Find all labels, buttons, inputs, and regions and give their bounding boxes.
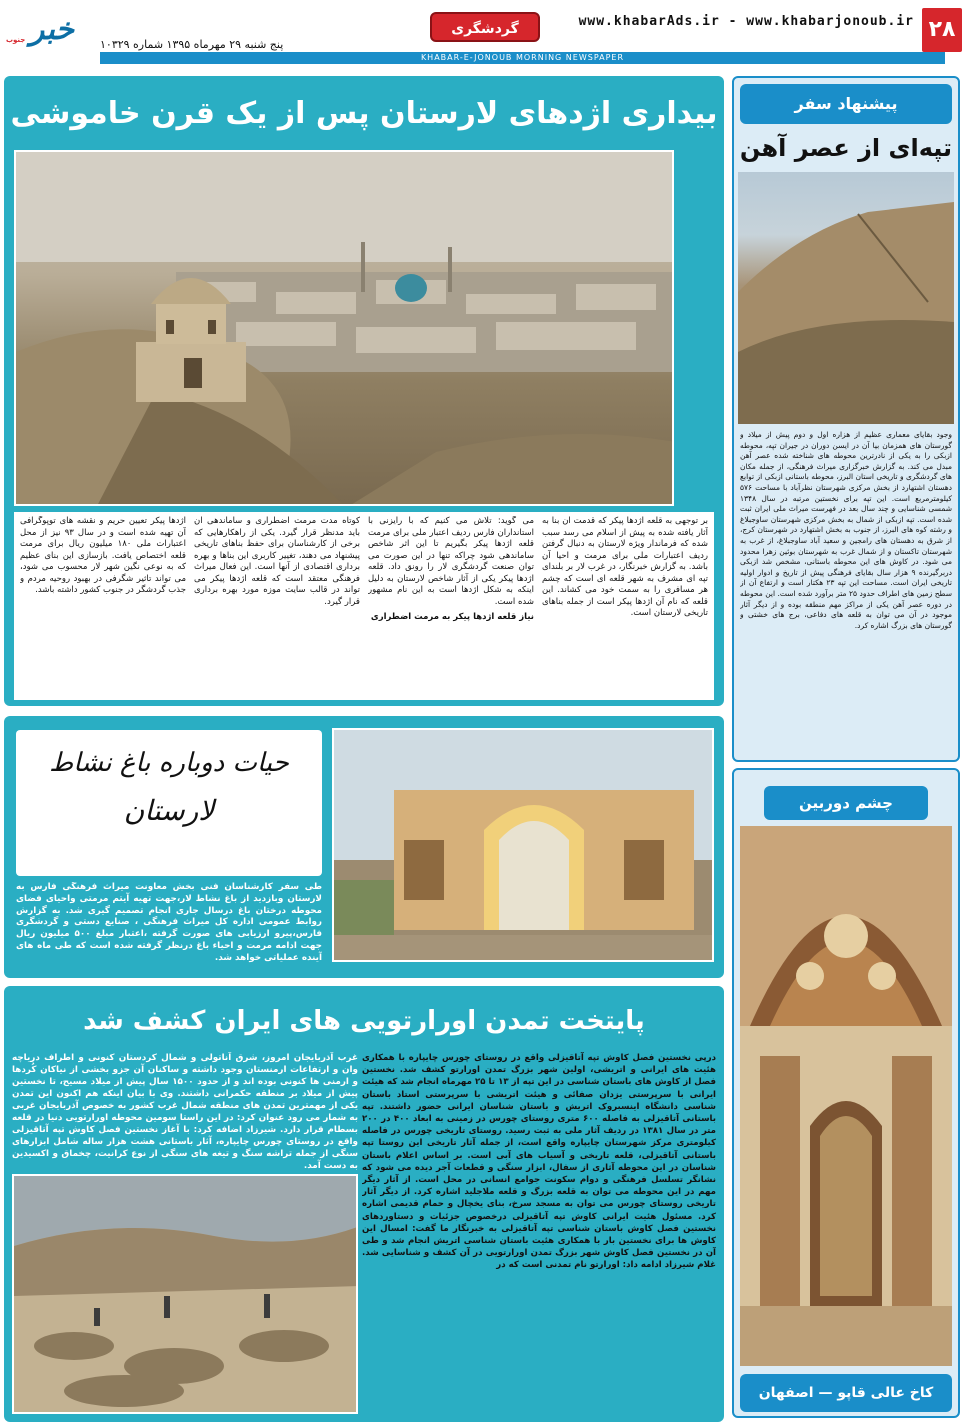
suggestion-body: وجود بقایای معماری عظیم از هزاره اول و دوم پیش از میلاد و گورستان های همزمان بیا آن در ایسن دوران در جیران تپه، محوطه ازبکی را به یکی از نادرترین محوطه های شناخته شده عصر آهن مبدل می کند. به گزارش خبرگزاری میراث فرهنگی، از جمله مکان های گردشگری و تاریخی استان البرز، محوطه باستانی ازبکی از توابع دهستان اشتهارد از بخش مرکزی شهرستان نظرآباد با مساحت ۵۷۶ کیلومترمربع است. این تپه برای نخستین مرتبه در سال ۱۳۴۸ شمسی شناسایی و چند سال بعد در فهرست میراث ملی ایران ثبت شده است. تپه ازبکی از شمال به بخش مرکزی شهرستان ساوجبلاغ و رشته کوه های البرز، از جنوب به بخش اشتهارد در شهرستان کرج، از شرق به دهستان های رامجین و سعید آباد ساوجبلاغ، از غرب به شهرستان تاکستان و از شمال غرب به شهرستان بوئین زهرا محدود می شود. در کاوش های این محوطه باستانی، مشخص شد ازبکی دربرگیرنده ۹ هزار سال بقایای فرهنگی پیش از تاریخ و ادوار اولیه تاریخی ایران است. مساحت این تپه ۲۳ هکتار است و ارتفاع آن از سطح زمین های اطراف حدود ۲۵ متر برآورد شده است. این محوطه در دوره عصر آهن یکی از مراکز مهم منطقه بوده و از دیگر آثار موجود در آن می توان به قلعه های دفاعی، برج های خشتی و گورستان های بزرگ اشاره کرد.: [740, 430, 952, 630]
page-header: [0, 0, 970, 62]
suggestion-banner: پیشنهاد سفر: [740, 84, 952, 124]
ali-qapu-photo: [740, 826, 952, 1366]
bagh-title-line2: لارستان: [123, 794, 215, 827]
excavation-illustration: [14, 1176, 358, 1414]
masthead-subtitle: KHABAR-E-JONOUB MORNING NEWSPAPER: [100, 52, 945, 64]
bagh-title-box: [16, 730, 322, 876]
logo-text: خبر: [29, 12, 75, 47]
hill-illustration: [738, 172, 954, 424]
newspaper-logo: [6, 4, 98, 56]
article-column: بر توجهی به قلعه اژدها پیکر که قدمت آن بنا به آثار یافته شده به پیش از اسلام می رسد سبب شده که فرماندار ویژه لارستان به دنبال گرفتن ردیف اعتبارات ملی برای مرمت و احیا آن باشد. به گزارش خبرنگار، در غرب لار بر بلندای تپه ای مشرف به شهر قلعه ای است که چشم هر مسافری را به سمت خود می کشاند. این قلعه که نام آن اژدها پیکر است از جمله بناهای تاریخی لارستان است.: [542, 516, 708, 618]
urartu-right-text: درپی نخستین فصل کاوش تپه آتاقیزلی واقع در روستای چورس چایپاره با همکاری هئیت های ایرانی و اتریشی، اولین شهر بزرگ تمدن اورارتو کشف شد. نخستین فصل از کاوش های باستان شناسی در این تپه از ۱۳ تا ۲۵ مهرماه انجام شد که هیئت ایرانی با سرپرستی یزدان صفائی و هیئت اتریشی با سرپرستی استاد باستان شناسی دانشگاه اینسبروک اتریش و باستان شناسان ایرانی حضور داشتند. تپه باستانی آتاقیزلی به فاصله ۶۰۰ متری روستای چورس در زمینی به ابعاد ۴۰۰ در ۲۰۰ متر در سال ۱۳۸۱ در ردیف آثار ملی به ثبت رسید. روستای تاریخی چورس در فاصله کیلومتری مرکز شهرستان چایپاره واقع است، از جمله آثار تاریخی این روستا تپه باستانی آتاقیزلی، قلعه تاریخی و آسیاب های آبی است. بر اساس اعلام باستان شناسان در این محوطه آثاری از سفال، ابزار سنگی و قطعات آجر دیده می شود که نشانگر تسلسل فرهنگی و دوام سکونت جوامع انسانی در محل است. از آثار دیگر مهم در این محوطه می توان به قلعه بزرگ و قلعه ملاجلید اشاره کرد. از دیگر آثار تاریخی روستای چورس می توان به مسجد سرخ، بنای یخچال و حمام قدیمی اشاره کرد. مسئول هئیت ایرانی کاوش تپه آتاقیزلی درخصوص جزئیات و دستاوردهای نخستین فصل کاوش باستان شناسی تپه آتاقیزلی به خبرنگار ما گفت: امسال این کاوش ها برای نخستین بار با همکاری هئیت باستان شناسی اتریش انجام شد و طی آن در نخستین فصل کاوش شهر بزرگ تمدن اورارتویی در آن کشف و شناسایی شد. غلام شیرزاد ادامه داد: اورارتو نام تمدنی است که در: [362, 1053, 716, 1271]
garden-building-illustration: [334, 730, 714, 962]
castle-illustration: [16, 152, 674, 506]
suggestion-title: تپه‌ای از عصر آهن: [739, 134, 953, 162]
article-column: کوتاه مدت مرمت اضطراری و ساماندهی آن باید مدنظر قرار گیرد. یکی از راهکارهایی که برخی از کارشناسان برای حفظ بناهای تاریخی پیشنهاد می دهند، تغییر کاربری این بناها و بهره برداری اقتصادی از آنها است. این فعال میراث فرهنگی معتقد است که قلعه اژدها پیکر می تواند در قالب سایت موزه مورد بهره برداری قرار گیرد.: [194, 516, 360, 607]
binocular-panel: [732, 768, 960, 1418]
main-article-title: بیداری اژدهای لارستان پس از یک قرن خاموشی: [10, 96, 718, 131]
article-column: [368, 516, 534, 694]
column-heading: نیاز قلعه اژدها پیکر به مرمت اضطراری: [370, 612, 534, 622]
site-url[interactable]: www.khabarAds.ir - www.khabarjonoub.ir: [578, 14, 914, 29]
article-column-text: می گوید: تلاش می کنیم که با رایزنی با استانداران فارس ردیف اعتبار ملی برای مرمت قلعه اژدها پیکر بگیریم تا این اثر شاخص ساماندهی شود چراکه تنها در این صورت می توان صنعت گردشگری لار را رونق داد. قلعه اژدها پیکر یکی از آثار شاخص لارستان به دلیل اینکه به شکل اژدها است به این نام مشهور شده است.: [368, 516, 534, 607]
bagh-body: طی سفر کارشناسان فنی بخش معاونت میراث فرهنگی فارس به لارستان وبازدید از باغ نشاط لار،جهت تهیه آیتم مرمتی واحیای فضای محوطه درختان باغ درسال جاری انجام تصمیم گیری شد. به گزارش روابط عمومی اداره کل میراث فرهنگی ، صنایع دستی و گردشگری فارس،پیرو ارزیابی های صورت گرفته ،اعتبار مبلغ ۵۰۰ میلیون ریال جهت ادامه مرمت و احیاء باغ درنظر گرفته شده است که طی ماه های آینده عملیاتی خواهد شد.: [16, 882, 322, 963]
main-article-panel: [4, 76, 724, 706]
urartu-title: پایتخت تمدن اورارتویی های ایران کشف شد: [83, 1006, 645, 1036]
bagh-neshat-photo: [332, 728, 714, 962]
travel-suggestion-panel: [732, 76, 960, 762]
excavation-photo: [12, 1174, 358, 1414]
article-column: اژدها پیکر تعیین حریم و نقشه های توپوگرافی آن تهیه شده است و در سال ۹۳ نیز از محل اعتبارات ملی ۱۸۰ میلیون ریال برای مرمت قلعه اختصاص یافت. بازسازی این بنای عظیم که به نوعی نگین شهر لار محسوب می شود، می تواند تاثیر شگرفی در بهبود روحیه مردم و جذب گردشگر در جنوب کشور داشته باشد.: [20, 516, 186, 595]
binocular-banner: چشم دوربین: [764, 786, 928, 820]
logo-small-text: جنوب: [6, 36, 26, 44]
urartu-panel: [4, 986, 724, 1422]
tepe-photo: [738, 172, 954, 424]
date-line: پنج شنبه ۲۹ مهرماه ۱۳۹۵ شماره ۱۰۳۲۹: [100, 38, 284, 51]
urartu-left-text: غرب آذربایجان امروز، شرق آناتولی و شمال کردستان کنونی و اطراف دریاچه وان و ارتفاعات ارمنستان وجود داشته و ساکنان آن جزو بخشی از نیاکان کُردها و ارمنی ها کنونی بوده اند و از حدود ۱۵۰۰ سال پیش از میلاد مسیح، تا نخستین پیش از میلاد بر منطقه حکمرانی داشتند. وی با بیان اینکه هم اکنون این تمدن یکی از مهمترین تمدن های منطقه شمال غرب کشور به خصوص آذربایجان غربی به شمار می رود عنوان کرد: در این راستا سومین محوطه اورارتویی دنیا در قلعه بسطام قرار دارد. شیرزاد اضافه کرد: با آغاز نخستین فصل کاوش تپه آتاقیزلی واقع در روستای چورس چایپاره، آثار باستانی هشت هزار ساله شامل ابزارهای سنگی از جمله تراشه سنگ و تیغه های سنگی از نوع کرانیت، چخماق و اکسیدین به دست آمد.: [12, 1053, 358, 1170]
lar-castle-photo: [14, 150, 674, 506]
palace-illustration: [740, 826, 952, 1366]
bagh-neshat-panel: [4, 716, 724, 978]
page-number: ۲۸: [922, 8, 962, 52]
section-badge: گردشگری: [430, 12, 540, 42]
binocular-caption: کاخ عالی قاپو — اصفهان: [740, 1374, 952, 1412]
main-article-body: [14, 512, 714, 700]
bagh-title-line1: حیات دوباره باغ نشاط: [49, 748, 289, 778]
